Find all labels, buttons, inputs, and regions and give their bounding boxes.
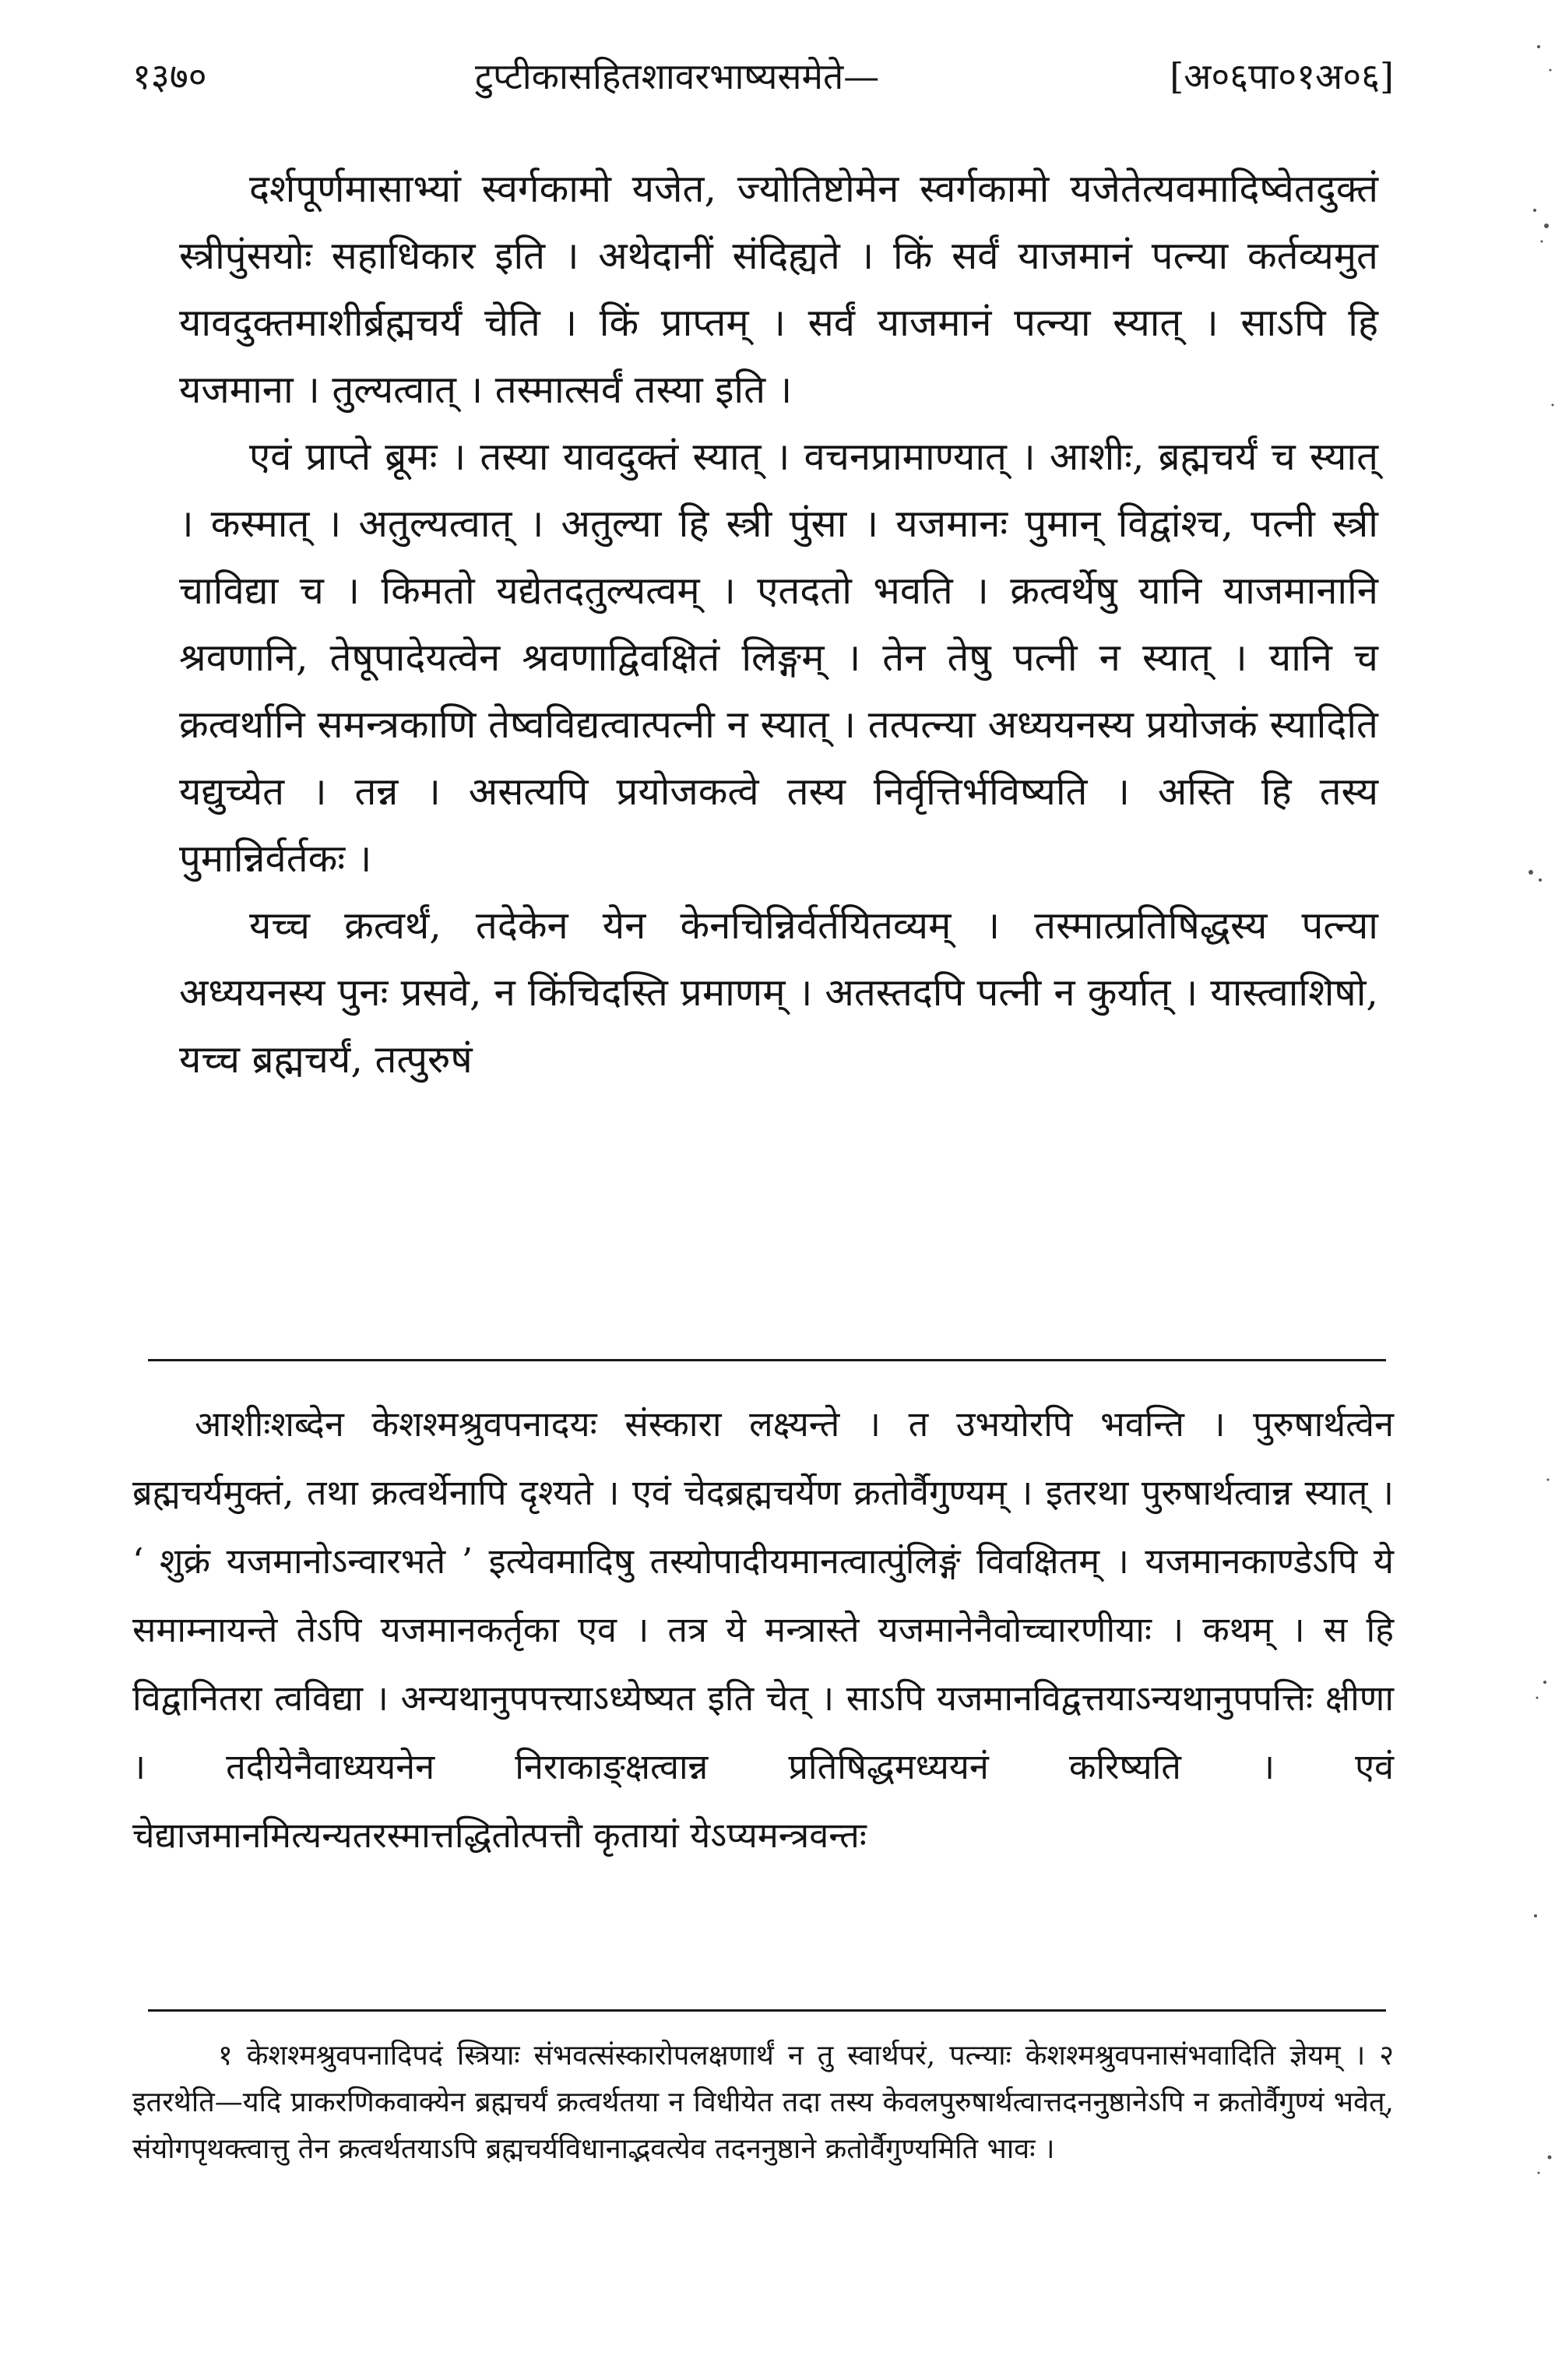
commentary-paragraph: आशीःशब्देन केशश्मश्रुवपनादयः संस्कारा लक्ष्यन्ते । त उभयोरपि भवन्ति । पुरुषार्थत्वेन ब्रह्मचर्यमुक्तं, तथा क्रत्वर्थेनापि दृश्यते । एवं चेदब्रह्मचर्येण क्रतोर्वैगुण्यम् । इतरथा पुरुषार्थत्वान्न स्यात् । ‘ शुक्रं यजमानोऽन्वारभते ’ इत्येवमादिषु तस्योपादीयमानत्वात्पुंलिङ्गं विवक्षितम् । यजमानकाण्डेऽपि ये समाम्नायन्ते तेऽपि यजमानकर्तृका एव । तत्र ये मन्त्रास्ते यजमानेनैवोच्चारणीयाः । कथम् । स हि विद्वानितरा त्वविद्या । अन्यथानुपपत्त्याऽध्येष्यत इति चेत् । साऽपि यजमानविद्वत्तयाऽन्यथानुपपत्तिः क्षीणा । तदीयेनैवाध्ययनेन निराकाङ्क्षत्वान्न प्रतिषिद्धमध्ययनं करिष्यति । एवं चेद्याजमानमित्यन्यतरस्मात्तद्धितोत्पत्तौ कृतायां येऽप्यमन्त्रवन्तः xyxy=(132,1403,1394,1856)
main-paragraph: यच्च क्रत्वर्थं, तदेकेन येन केनचिन्निर्वर्तयितव्यम् । तस्मात्प्रतिषिद्धस्य पत्न्या अध्ययनस्य पुनः प्रसवे, न किंचिदस्ति प्रमाणम् । अतस्तदपि पत्नी न कुर्यात् । यास्त्वाशिषो, यच्च ब्रह्मचर्यं, तत्पुरुषं xyxy=(179,903,1378,1082)
main-paragraph: दर्शपूर्णमासाभ्यां स्वर्गकामो यजेत, ज्योतिष्टोमेन स्वर्गकामो यजेतेत्यवमादिष्वेतदुक्तं स्त्रीपुंसयोः सहाधिकार इति । अथेदानीं संदिह्यते । किं सर्वं याजमानं पत्न्या कर्तव्यमुत यावदुक्तमाशीर्ब्रह्मचर्यं चेति । किं प्राप्तम् । सर्वं याजमानं पत्न्या स्यात् । साऽपि हि यजमाना । तुल्यत्वात् । तस्मात्सर्वं तस्या इति । xyxy=(179,167,1378,412)
section-reference: [अ०६पा०१अ०६] xyxy=(1170,55,1394,97)
scan-edge-noise xyxy=(1507,0,1562,2380)
footnotes xyxy=(132,2033,1394,2173)
footnote-paragraph: १ केशश्मश्रुवपनादिपदं स्त्रियाः संभवत्संस्कारोपलक्षणार्थं न तु स्वार्थपरं, पत्न्याः केशश्मश्रुवपनासंभवादिति ज्ञेयम् । २ इतरथेति—यदि प्राकरणिकवाक्येन ब्रह्मचर्यं क्रत्वर्थतया न विधीयेत तदा तस्य केवलपुरुषार्थत्वात्तदननुष्ठानेऽपि न क्रतोर्वैगुण्यं भवेत्, संयोगपृथक्त्वात्तु तेन क्रत्वर्थतयाऽपि ब्रह्मचर्यविधानाद्भवत्येव तदननुष्ठाने क्रतोर्वैगुण्यमिति भावः । xyxy=(132,2040,1394,2165)
running-header xyxy=(132,45,1394,107)
section-divider xyxy=(148,1359,1386,1361)
main-paragraph: एवं प्राप्ते ब्रूमः । तस्या यावदुक्तं स्यात् । वचनप्रामाण्यात् । आशीः, ब्रह्मचर्यं च स्यात् । कस्मात् । अतुल्यत्वात् । अतुल्या हि स्त्री पुंसा । यजमानः पुमान् विद्वांश्च, पत्नी स्त्री चाविद्या च । किमतो यद्येतदतुल्यत्वम् । एतदतो भवति । क्रत्वर्थेषु यानि याजमानानि श्रवणानि, तेषूपादेयत्वेन श्रवणाद्विवक्षितं लिङ्गम् । तेन तेषु पत्नी न स्यात् । यानि च क्रत्वर्थानि समन्त्रकाणि तेष्वविद्यत्वात्पत्नी न स्यात् । तत्पत्न्या अध्ययनस्य प्रयोजकं स्यादिति यद्युच्येत । तन्न । असत्यपि प्रयोजकत्वे तस्य निर्वृत्तिर्भविष्यति । अस्ति हि तस्य पुमान्निर्वर्तकः । xyxy=(179,435,1378,881)
page-number: १३७० xyxy=(132,55,207,97)
running-title: टुप्टीकासहितशावरभाष्यसमेते— xyxy=(475,55,880,97)
commentary-text xyxy=(132,1390,1394,1870)
footnote-divider xyxy=(148,2009,1386,2012)
main-text xyxy=(179,156,1378,1093)
